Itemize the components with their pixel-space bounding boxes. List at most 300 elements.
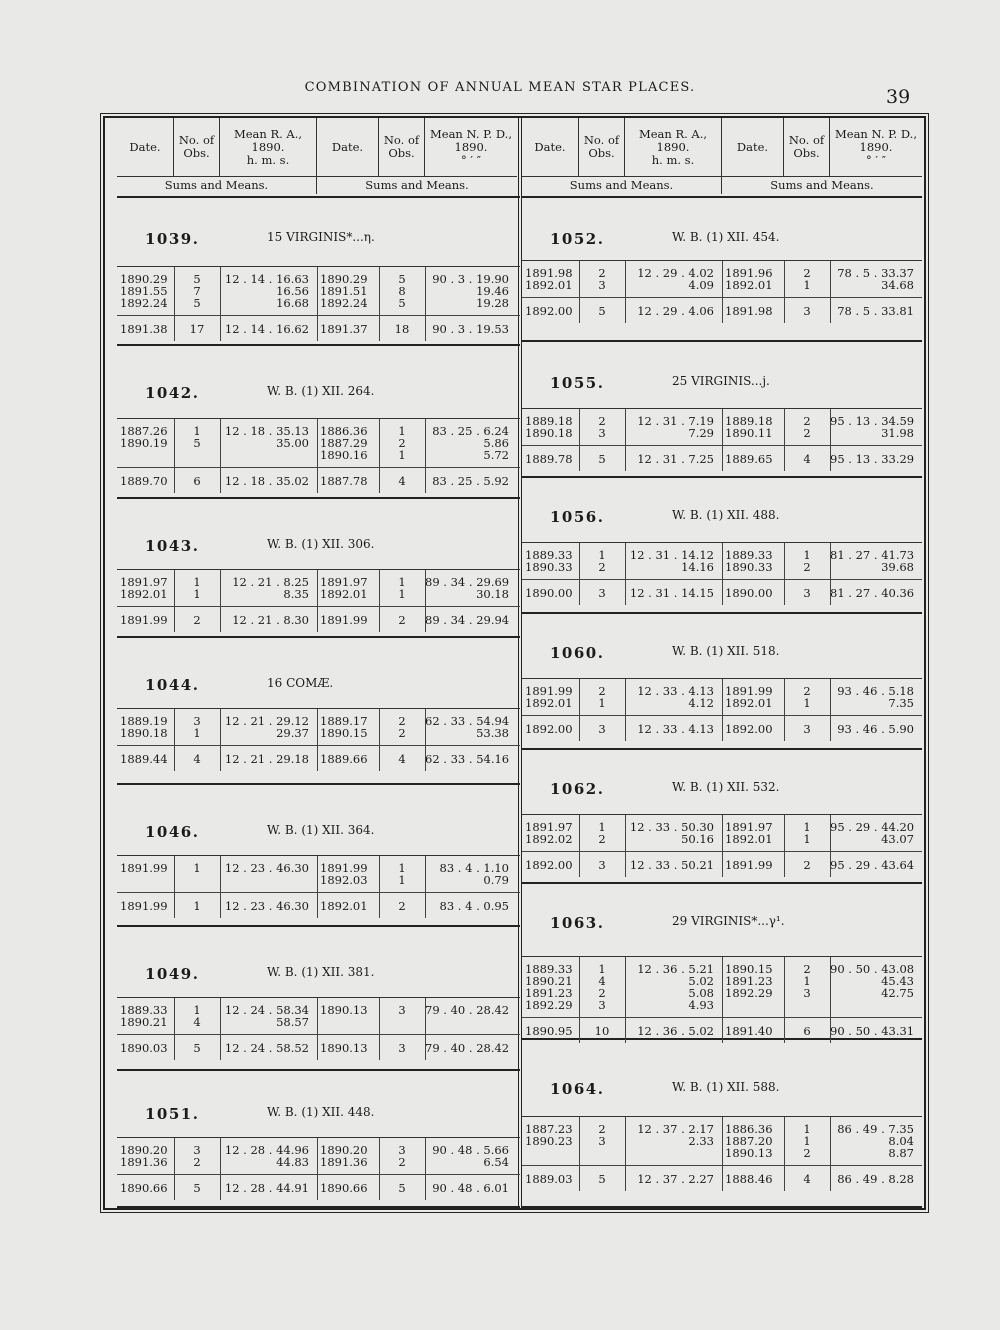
date-column [525,305,573,317]
star-block [117,198,520,346]
star-block [117,785,520,927]
value-column [220,323,309,335]
star-table [522,1116,922,1191]
obs-count: 3 [803,586,811,600]
star-number: 1043. [145,537,200,555]
column-rule [317,267,318,341]
obs-count: 1 [193,726,201,740]
position-value: 45.43 [881,974,914,988]
date-value: 1890.13 [320,1003,368,1017]
header-text: Mean N. P. D., [430,126,512,141]
date-column [120,753,168,765]
value-column [625,267,714,291]
position-value: 12 . 14 . 16.63 [224,272,309,286]
star-number: 1055. [550,374,605,392]
date-value: 1892.01 [525,278,573,292]
column-rule [722,543,723,605]
date-value: 1891.97 [725,820,773,834]
value-column [425,862,509,886]
date-column [120,900,168,912]
value-column [220,900,309,912]
obs-count: 2 [803,266,811,280]
obs-column [174,576,220,600]
value-column [625,1123,714,1147]
obs-count: 5 [598,1172,606,1186]
position-value: 95 . 29 . 44.20 [830,820,915,834]
obs-count: 4 [398,752,406,766]
header-text: Mean R. A., [233,126,303,141]
obs-column [174,715,220,739]
obs-count: 3 [193,1143,201,1157]
date-value: 1889.33 [525,548,573,562]
star-number: 1039. [145,230,200,248]
position-value: 12 . 37 . 2.17 [637,1122,714,1136]
obs-column [784,549,830,573]
obs-count: 1 [598,962,606,976]
date-column [320,1042,368,1054]
date-value: 1890.00 [725,586,773,600]
star-name: 15 VIRGINIS*...η. [267,230,375,244]
obs-count: 1 [803,278,811,292]
date-column [120,475,168,487]
position-value: 81 . 27 . 40.36 [830,586,915,600]
star-number: 1046. [145,823,200,841]
header-text: No. of [178,133,215,147]
star-name: W. B. (1) XII. 532. [672,780,780,794]
position-value: 62 . 33 . 54.16 [425,752,510,766]
obs-count: 3 [803,722,811,736]
date-value: 1890.19 [120,436,168,450]
header-text: 1890. [454,139,488,154]
star-number: 1042. [145,384,200,402]
obs-count: 2 [803,560,811,574]
column-rule [317,709,318,771]
position-value: 12 . 21 . 8.30 [232,613,309,627]
date-column [725,415,773,439]
date-column [320,715,368,739]
date-column [120,1144,168,1168]
obs-column [784,1025,830,1037]
position-value: 81 . 27 . 41.73 [830,548,915,562]
date-value: 1892.01 [725,832,773,846]
value-column [625,587,714,599]
position-value: 83 . 25 . 5.92 [432,474,509,488]
obs-count: 2 [803,962,811,976]
position-value: 12 . 18 . 35.13 [224,424,309,438]
header-npd [830,118,922,176]
date-value: 1891.99 [320,861,368,875]
value-column [830,963,914,999]
position-value: 4.12 [688,696,714,710]
star-block [522,1040,922,1208]
value-column [625,1025,714,1037]
header-date [722,118,784,176]
star-block [117,1071,520,1208]
date-value: 1892.01 [725,278,773,292]
header-ra [625,118,722,176]
obs-count: 3 [598,586,606,600]
obs-column [579,821,625,845]
date-value: 1890.66 [320,1181,368,1195]
position-value: 12 . 37 . 2.27 [637,1172,714,1186]
date-column [320,323,368,335]
date-value: 1890.23 [525,1134,573,1148]
date-column [725,859,773,871]
obs-count: 5 [193,296,201,310]
obs-count: 2 [398,1155,406,1169]
value-column [625,305,714,317]
obs-count: 2 [803,426,811,440]
date-value: 1889.33 [120,1003,168,1017]
obs-column [174,1144,220,1168]
obs-column [784,1173,830,1185]
value-column [425,1042,509,1054]
star-table [117,1137,520,1200]
date-column [525,723,573,735]
position-value: 8.35 [283,587,309,601]
obs-column [579,267,625,291]
obs-count: 1 [598,548,606,562]
obs-column [579,549,625,573]
obs-count: 1 [803,820,811,834]
position-value: 42.75 [881,986,914,1000]
obs-count: 2 [598,560,606,574]
date-value: 1891.98 [725,304,773,318]
position-value: 8.04 [888,1134,914,1148]
star-block [522,342,922,478]
header-text: Obs. [793,146,820,160]
date-value: 1889.17 [320,714,368,728]
sums-and-means-label: Sums and Means. [522,176,722,194]
date-value: 1891.38 [120,322,168,336]
date-value: 1892.24 [120,296,168,310]
obs-count: 17 [189,322,205,336]
star-block [522,198,922,342]
obs-count: 6 [803,1024,811,1038]
date-value: 1892.24 [320,296,368,310]
obs-column [379,475,425,487]
obs-count: 8 [398,284,406,298]
obs-count: 18 [394,322,410,336]
obs-column [784,587,830,599]
position-value: 86 . 49 . 7.35 [837,1122,914,1136]
obs-column [579,587,625,599]
date-column [120,425,168,449]
star-name: 29 VIRGINIS*...γ¹. [672,914,785,928]
position-value: 14.16 [681,560,714,574]
obs-count: 2 [398,899,406,913]
star-name: W. B. (1) XII. 454. [672,230,780,244]
obs-column [379,273,425,309]
value-column [830,723,914,735]
position-value: 12 . 18 . 35.02 [224,474,309,488]
date-value: 1890.11 [725,426,773,440]
date-value: 1890.33 [725,560,773,574]
date-value: 1891.99 [120,899,168,913]
obs-count: 1 [398,424,406,438]
date-column [725,1123,773,1159]
date-column [525,685,573,709]
date-column [525,453,573,465]
obs-count: 1 [398,873,406,887]
date-value: 1892.02 [525,832,573,846]
date-column [320,576,368,600]
position-value: 93 . 46 . 5.90 [837,722,914,736]
value-column [220,862,309,874]
header-text: 1890. [656,139,690,154]
obs-count: 2 [598,414,606,428]
value-column [830,1025,914,1037]
obs-column [379,862,425,886]
header-text: 1890. [859,139,893,154]
obs-column [784,723,830,735]
obs-column [174,862,220,874]
date-column [120,614,168,626]
obs-count: 3 [193,714,201,728]
page-number: 39 [886,86,911,108]
position-value: 39.68 [881,560,914,574]
value-column [625,963,714,1011]
column-header [522,118,922,198]
position-value: 62 . 33 . 54.94 [425,714,510,728]
obs-count: 5 [398,1181,406,1195]
date-value: 1892.01 [525,696,573,710]
position-value: 12 . 33 . 4.13 [637,722,714,736]
obs-count: 2 [398,613,406,627]
value-column [220,1182,309,1194]
position-value: 35.00 [276,436,309,450]
obs-column [174,753,220,765]
date-value: 1891.99 [120,613,168,627]
obs-count: 2 [598,1122,606,1136]
header-text: h. m. s. [651,152,695,167]
header-text: Date. [534,139,566,154]
value-column [425,273,509,309]
value-column [625,1173,714,1185]
star-number: 1056. [550,508,605,526]
star-name: W. B. (1) XII. 488. [672,508,780,522]
obs-column [174,1042,220,1054]
date-value: 1891.98 [525,266,573,280]
date-value: 1887.78 [320,474,368,488]
date-column [120,1004,168,1028]
left-column [117,118,520,1208]
header-text: No. of [583,133,620,147]
obs-count: 3 [398,1003,406,1017]
position-value: 5.72 [483,448,509,462]
obs-count: 2 [803,858,811,872]
obs-count: 5 [193,272,201,286]
date-value: 1889.66 [320,752,368,766]
position-value: 12 . 36 . 5.21 [637,962,714,976]
date-value: 1889.03 [525,1172,573,1186]
obs-count: 4 [193,752,201,766]
date-value: 1889.65 [725,452,773,466]
header-text: ° ′ ″ [866,152,886,167]
header-ra [220,118,317,176]
value-column [830,305,914,317]
value-column [425,425,509,461]
date-value: 1891.40 [725,1024,773,1038]
obs-count: 10 [594,1024,610,1038]
star-number: 1052. [550,230,605,248]
date-value: 1888.46 [725,1172,773,1186]
date-value: 1889.19 [120,714,168,728]
star-table [117,997,520,1060]
obs-column [784,305,830,317]
obs-count: 1 [803,1134,811,1148]
column-rule [722,1117,723,1191]
sum-separator [117,467,520,468]
date-value: 1892.01 [320,899,368,913]
star-name: 16 COMÆ. [267,676,334,690]
obs-count: 4 [803,452,811,466]
value-column [625,415,714,439]
position-value: 5.08 [688,986,714,1000]
obs-count: 2 [398,726,406,740]
date-value: 1892.29 [725,986,773,1000]
date-value: 1892.01 [320,587,368,601]
date-column [120,1042,168,1054]
obs-column [579,1123,625,1147]
position-value: 89 . 34 . 29.94 [425,613,510,627]
date-value: 1892.01 [725,696,773,710]
position-value: 8.87 [888,1146,914,1160]
obs-count: 3 [598,998,606,1012]
sum-separator [522,1165,922,1166]
column-rule [317,1138,318,1200]
header-text: Date. [736,139,769,154]
date-value: 1887.20 [725,1134,773,1148]
obs-count: 2 [803,1146,811,1160]
position-value: 12 . 36 . 5.02 [637,1024,714,1038]
header-text: Date. [129,139,161,154]
position-value: 12 . 33 . 50.21 [629,858,714,872]
obs-count: 1 [803,696,811,710]
star-table [522,814,922,877]
value-column [425,323,509,335]
position-value: 90 . 50 . 43.08 [830,962,915,976]
date-value: 1891.36 [120,1155,168,1169]
position-value: 43.07 [881,832,914,846]
header-text: Mean N. P. D., [835,126,917,141]
sum-separator [522,445,922,446]
value-column [220,475,309,487]
position-value: 12 . 14 . 16.62 [224,322,309,336]
obs-column [784,859,830,871]
star-number: 1051. [145,1105,200,1123]
date-value: 1891.23 [725,974,773,988]
column-rule [317,998,318,1060]
obs-count: 2 [193,613,201,627]
header-text: Obs. [388,146,415,160]
obs-count: 1 [803,548,811,562]
date-value: 1890.20 [120,1143,168,1157]
position-value: 90 . 50 . 43.31 [830,1024,915,1038]
obs-count: 2 [598,986,606,1000]
position-value: 2.33 [688,1134,714,1148]
date-column [525,1173,573,1185]
header-date [522,118,579,176]
date-column [320,425,368,461]
star-name: W. B. (1) XII. 588. [672,1080,780,1094]
date-column [725,821,773,845]
obs-count: 4 [193,1015,201,1029]
value-column [220,1144,309,1168]
value-column [220,273,309,309]
sum-separator [522,579,922,580]
obs-column [579,685,625,709]
sum-separator [522,1017,922,1018]
column-rule [317,570,318,632]
obs-column [379,715,425,739]
position-value: 16.56 [276,284,309,298]
value-column [220,753,309,765]
date-column [525,549,573,573]
position-value: 30.18 [476,587,509,601]
obs-count: 1 [598,696,606,710]
date-value: 1891.55 [120,284,168,298]
sum-separator [522,851,922,852]
obs-column [784,415,830,439]
star-number: 1049. [145,965,200,983]
value-column [425,576,509,600]
obs-column [379,614,425,626]
column-rule [722,409,723,471]
obs-count: 2 [598,832,606,846]
star-block [117,346,520,499]
position-value: 95 . 29 . 43.64 [830,858,915,872]
obs-count: 3 [803,304,811,318]
date-value: 1890.00 [525,586,573,600]
obs-count: 5 [598,452,606,466]
column-rule [317,419,318,493]
value-column [220,576,309,600]
date-value: 1892.00 [525,304,573,318]
position-value: 90 . 48 . 6.01 [432,1181,509,1195]
date-value: 1891.37 [320,322,368,336]
date-value: 1890.15 [320,726,368,740]
date-value: 1889.18 [525,414,573,428]
date-value: 1889.18 [725,414,773,428]
date-column [120,715,168,739]
obs-count: 5 [398,272,406,286]
value-column [220,1004,309,1028]
date-value: 1890.18 [120,726,168,740]
position-value: 12 . 24 . 58.52 [224,1041,309,1055]
star-number: 1044. [145,676,200,694]
header-obs [579,118,625,176]
right-column [522,118,922,1208]
obs-count: 5 [193,1181,201,1195]
obs-count: 2 [803,414,811,428]
position-value: 4.93 [688,998,714,1012]
date-column [725,549,773,573]
obs-count: 1 [193,861,201,875]
position-value: 79 . 40 . 28.42 [425,1003,510,1017]
header-text: No. of [383,133,420,147]
position-value: 12 . 21 . 29.12 [224,714,309,728]
sum-separator [522,715,922,716]
star-block [117,927,520,1071]
position-value: 93 . 46 . 5.18 [837,684,914,698]
position-value: 16.68 [276,296,309,310]
position-value: 12 . 33 . 4.13 [637,684,714,698]
date-value: 1890.21 [120,1015,168,1029]
date-column [525,1123,573,1147]
obs-column [379,1004,425,1016]
obs-count: 5 [398,296,406,310]
